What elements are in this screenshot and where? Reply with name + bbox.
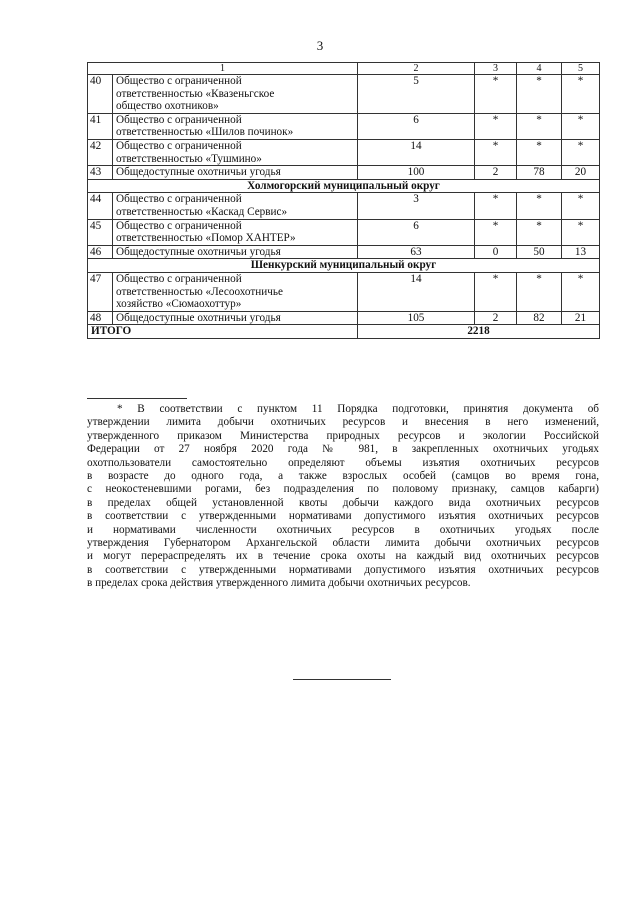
section-header-row xyxy=(88,179,600,193)
footnote-line: утверждении лимита добычи охотничьих ресурсов и внесения в него изменений, xyxy=(87,416,599,429)
total-row xyxy=(88,325,600,339)
limit-adults: 50 xyxy=(517,245,562,259)
organization-name-line: Общедоступные охотничьи угодья xyxy=(116,245,281,258)
organization-name-line: Общество с ограниченной xyxy=(116,75,242,87)
limit-rut-males: 21 xyxy=(562,311,600,325)
section-title: Холмогорский муниципальный округ xyxy=(88,179,600,193)
footnote-separator xyxy=(87,398,187,399)
table-row xyxy=(88,245,600,259)
organization-name-line: Общедоступные охотничьи угодья xyxy=(116,166,281,179)
column-number: 4 xyxy=(517,63,562,75)
footnote-line: и нормативами численности охотничьих ресурсов в охотничьих угодьях после xyxy=(87,523,599,536)
limit-total: 100 xyxy=(358,166,475,180)
limit-total: 3 xyxy=(358,193,475,219)
organization-name-line: ответственностью «Каскад Сервис» xyxy=(116,205,288,218)
organization-name-line: Общество с ограниченной xyxy=(116,219,242,232)
footnote xyxy=(87,403,599,591)
organization-name xyxy=(113,272,358,311)
table-row xyxy=(88,311,600,325)
limit-under-one-year: * xyxy=(475,219,517,245)
organization-name-line: Общество с ограниченной xyxy=(116,272,242,285)
organization-name xyxy=(113,219,358,245)
organization-name xyxy=(113,193,358,219)
organization-name-line: ответственностью «Лесоохотничье xyxy=(116,285,283,298)
total-value: 2218 xyxy=(358,325,600,339)
organization-name-line: Общедоступные охотничьи угодья xyxy=(116,311,281,324)
limit-rut-males: 20 xyxy=(562,166,600,180)
footnote-line: в соответствии с утвержденными нормативами допустимого изъятия охотничьих ресурсов xyxy=(87,510,599,523)
footnote-line: * В соответствии с пунктом 11 Порядка подготовки, принятия документа об xyxy=(117,403,599,415)
organization-name-line: Общество с ограниченной xyxy=(116,193,242,206)
limit-rut-males: * xyxy=(562,272,600,311)
row-number: 47 xyxy=(88,272,113,311)
limit-under-one-year: * xyxy=(475,113,517,139)
limit-under-one-year: * xyxy=(475,272,517,311)
limit-total: 5 xyxy=(358,75,475,114)
footnote-line: в соответствии с утвержденными нормативами допустимого изъятия охотничьих ресурсов xyxy=(87,563,599,576)
table-row xyxy=(88,139,600,165)
limit-adults: * xyxy=(517,219,562,245)
row-number: 45 xyxy=(88,219,113,245)
footnote-line: утверждения Губернатором Архангельской области лимита добычи охотничьих ресурсов xyxy=(87,537,599,550)
table-row xyxy=(88,166,600,180)
section-title: Шенкурский муниципальный округ xyxy=(88,259,600,273)
organization-name xyxy=(113,113,358,139)
footnote-line: в пределах срока действия утвержденного лимита добычи охотничьих ресурсов. xyxy=(87,577,471,590)
row-number: 40 xyxy=(88,75,113,114)
organization-name xyxy=(113,166,358,180)
limit-adults: * xyxy=(517,75,562,114)
limit-total: 6 xyxy=(358,219,475,245)
organization-name-line: хозяйство «Сюмаохоттур» xyxy=(116,298,242,311)
footnote-line: в возрасте до одного года, а также взрослых особей (самцов во время гона, xyxy=(87,470,599,483)
limit-adults: * xyxy=(517,113,562,139)
column-number: 3 xyxy=(475,63,517,75)
limit-under-one-year: 2 xyxy=(475,166,517,180)
page-number: 3 xyxy=(316,38,324,53)
limit-rut-males: * xyxy=(562,219,600,245)
organization-name xyxy=(113,311,358,325)
column-number: 2 xyxy=(358,63,475,75)
limit-total: 14 xyxy=(358,139,475,165)
limit-rut-males: 13 xyxy=(562,245,600,259)
hunting-limits-table xyxy=(87,62,600,339)
limit-rut-males: * xyxy=(562,139,600,165)
limit-under-one-year: * xyxy=(475,139,517,165)
organization-name-line: Общество с ограниченной xyxy=(116,139,242,152)
organization-name-line: общество охотников» xyxy=(116,100,219,113)
footnote-line: охотпользователи самостоятельно определяют объемы изъятия охотничьих ресурсов xyxy=(87,456,599,469)
limit-adults: * xyxy=(517,272,562,311)
limit-total: 63 xyxy=(358,245,475,259)
row-number: 48 xyxy=(88,311,113,325)
organization-name-line: ответственностью «Помор ХАНТЕР» xyxy=(116,232,296,245)
table-row xyxy=(88,75,600,114)
organization-name xyxy=(113,139,358,165)
limit-under-one-year: * xyxy=(475,193,517,219)
limit-adults: * xyxy=(517,139,562,165)
limit-adults: 78 xyxy=(517,166,562,180)
footnote-line: и могут перераспределять их в течение срока охоты на каждый вид охотничьих ресурсов xyxy=(87,550,599,563)
limit-rut-males: * xyxy=(562,193,600,219)
footnote-line: в пределах общей установленной квоты добычи каждого вида охотничьих ресурсов xyxy=(87,496,599,509)
row-number: 43 xyxy=(88,166,113,180)
limit-rut-males: * xyxy=(562,113,600,139)
organization-name xyxy=(113,75,358,114)
document-end-line xyxy=(293,679,391,680)
organization-name-line: Общество с ограниченной xyxy=(116,113,242,126)
limit-total: 14 xyxy=(358,272,475,311)
table-row xyxy=(88,219,600,245)
organization-name-line: ответственностью «Квазеньгское xyxy=(116,87,275,100)
organization-name xyxy=(113,245,358,259)
table-row xyxy=(88,113,600,139)
limit-rut-males: * xyxy=(562,75,600,114)
table-row xyxy=(88,193,600,219)
footnote-line: утвержденного приказом Министерства природных ресурсов и экологии Российской xyxy=(87,429,599,442)
limit-adults: * xyxy=(517,193,562,219)
organization-name-line: ответственностью «Тушмино» xyxy=(116,152,262,165)
footnote-line: Федерации от 27 ноября 2020 года № 981, в закрепленных охотничьих угодьях xyxy=(87,443,599,456)
limit-under-one-year: 0 xyxy=(475,245,517,259)
total-label: ИТОГО xyxy=(88,325,358,339)
limit-under-one-year: * xyxy=(475,75,517,114)
row-number: 44 xyxy=(88,193,113,219)
column-number: 5 xyxy=(562,63,600,75)
limit-total: 105 xyxy=(358,311,475,325)
footnote-line: с неокостеневшими рогами, без подразделения по половому признаку, самцов кабарги) xyxy=(87,483,599,496)
limit-under-one-year: 2 xyxy=(475,311,517,325)
column-number: 1 xyxy=(88,63,358,75)
section-header-row xyxy=(88,259,600,273)
row-number: 46 xyxy=(88,245,113,259)
limit-total: 6 xyxy=(358,113,475,139)
limit-adults: 82 xyxy=(517,311,562,325)
row-number: 42 xyxy=(88,139,113,165)
column-numbers-row xyxy=(88,63,600,75)
table-row xyxy=(88,272,600,311)
organization-name-line: ответственностью «Шилов починок» xyxy=(116,126,294,139)
row-number: 41 xyxy=(88,113,113,139)
